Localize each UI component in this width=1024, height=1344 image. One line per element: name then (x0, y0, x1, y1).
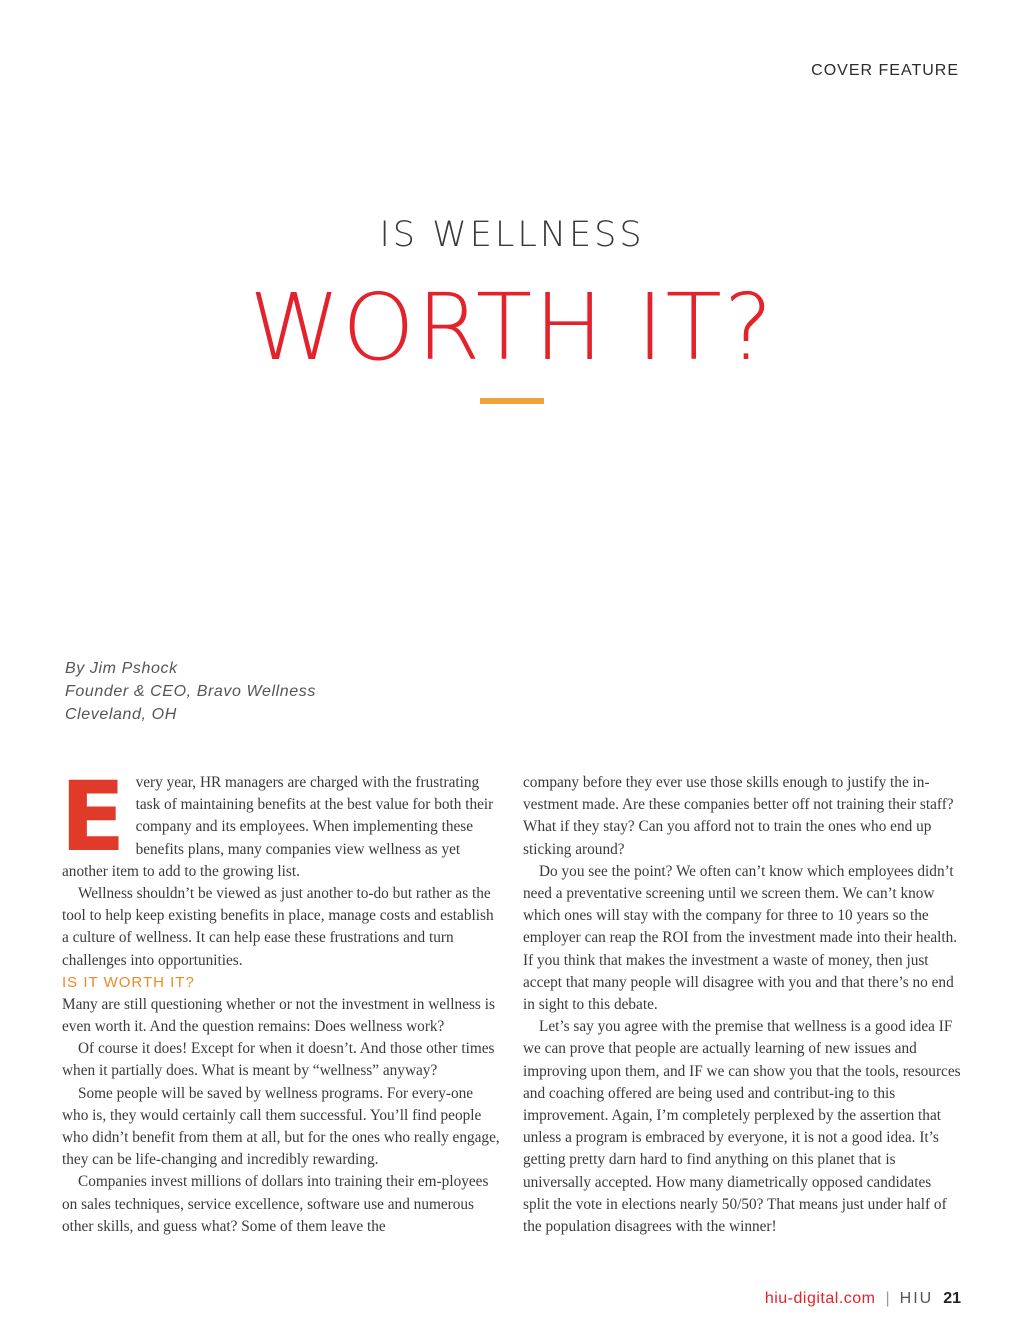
byline-role: Founder & CEO, Bravo Wellness (65, 683, 316, 700)
paragraph: Many are still questioning whether or not the investment in wellness is even worth it. And the question remains: Does wellness work? (62, 995, 495, 1036)
footer-site-link[interactable]: hiu-digital.com (764, 1290, 876, 1307)
drop-cap: E (60, 761, 126, 873)
page-title: WORTH IT? (249, 274, 775, 381)
byline (65, 657, 316, 726)
section-subhead: IS IT WORTH IT? (62, 973, 195, 991)
page-footer (765, 1290, 961, 1308)
paragraph (60, 761, 500, 883)
paragraph: Of course it does! Except for when it doesn’t. And those other times when it partially does. What is meant by “wellness” anyway? (62, 1040, 495, 1080)
paragraph: Some people will be saved by wellness programs. For every-one who is, they would certainly call them successful. You’ll find people who didn’t benefit from them at all, but for the ones who really engage, they can be life-changing and incredibly rewarding. (62, 1084, 500, 1169)
footer-magazine: HIU (899, 1290, 934, 1307)
byline-location: Cleveland, OH (65, 706, 177, 723)
page-number: 21 (943, 1290, 961, 1307)
article-column-right (523, 772, 961, 1238)
footer-separator: | (885, 1290, 890, 1307)
byline-author: By Jim Pshock (65, 660, 178, 677)
section-label: COVER FEATURE (811, 62, 959, 79)
paragraph: Do you see the point? We often can’t know which employees didn’t need a preventative screening until we screen them. We can’t know which ones will stay with the company for three to 10 years so the employer can reap the ROI from the investment made into their health. If you think that makes the investment a waste of money, then just accept that many people will disagree with you and that there’s no end in sight to this debate. (523, 862, 958, 1014)
paragraph-text: very year, HR managers are charged with the frustrating task of maintaining benefits at the best value for both their company and its employees. When implementing these benefits plans, many companies view wellness as yet another item to add to the growing list. (62, 774, 494, 880)
article-column-left (60, 761, 500, 1238)
title-rule (480, 398, 544, 404)
paragraph: Companies invest millions of dollars into training their em-ployees on sales techniques, service excellence, software use and numerous other skills, and guess what? Some of them leave the (62, 1173, 489, 1235)
title-kicker: IS WELLNESS (379, 215, 645, 255)
paragraph: Let’s say you agree with the premise that wellness is a good idea IF we can prove that people are actually learning of new issues and improving upon them, and IF we can show you that the tools, resources and coaching offered are being used and contribut-ing to this improvement. Again, I’m completely perplexed by the assertion that unless a program is embraced by everyone, it is not a good idea. It’s getting pretty darn hard to find anything on this planet that is universally accepted. How many diametrically opposed candidates split the vote in elections nearly 50/50? That means just under half of the population disagrees with the winner! (523, 1018, 961, 1236)
paragraph: Wellness shouldn’t be viewed as just another to-do but rather as the tool to help keep existing benefits in place, manage costs and establish a culture of wellness. It can help ease these frustrations and turn challenges into opportunities. (62, 885, 494, 969)
paragraph: company before they ever use those skills enough to justify the in-vestment made. Are these companies better off not training their staff? What if they stay? Can you afford not to train the ones who end up sticking around? (523, 774, 954, 858)
